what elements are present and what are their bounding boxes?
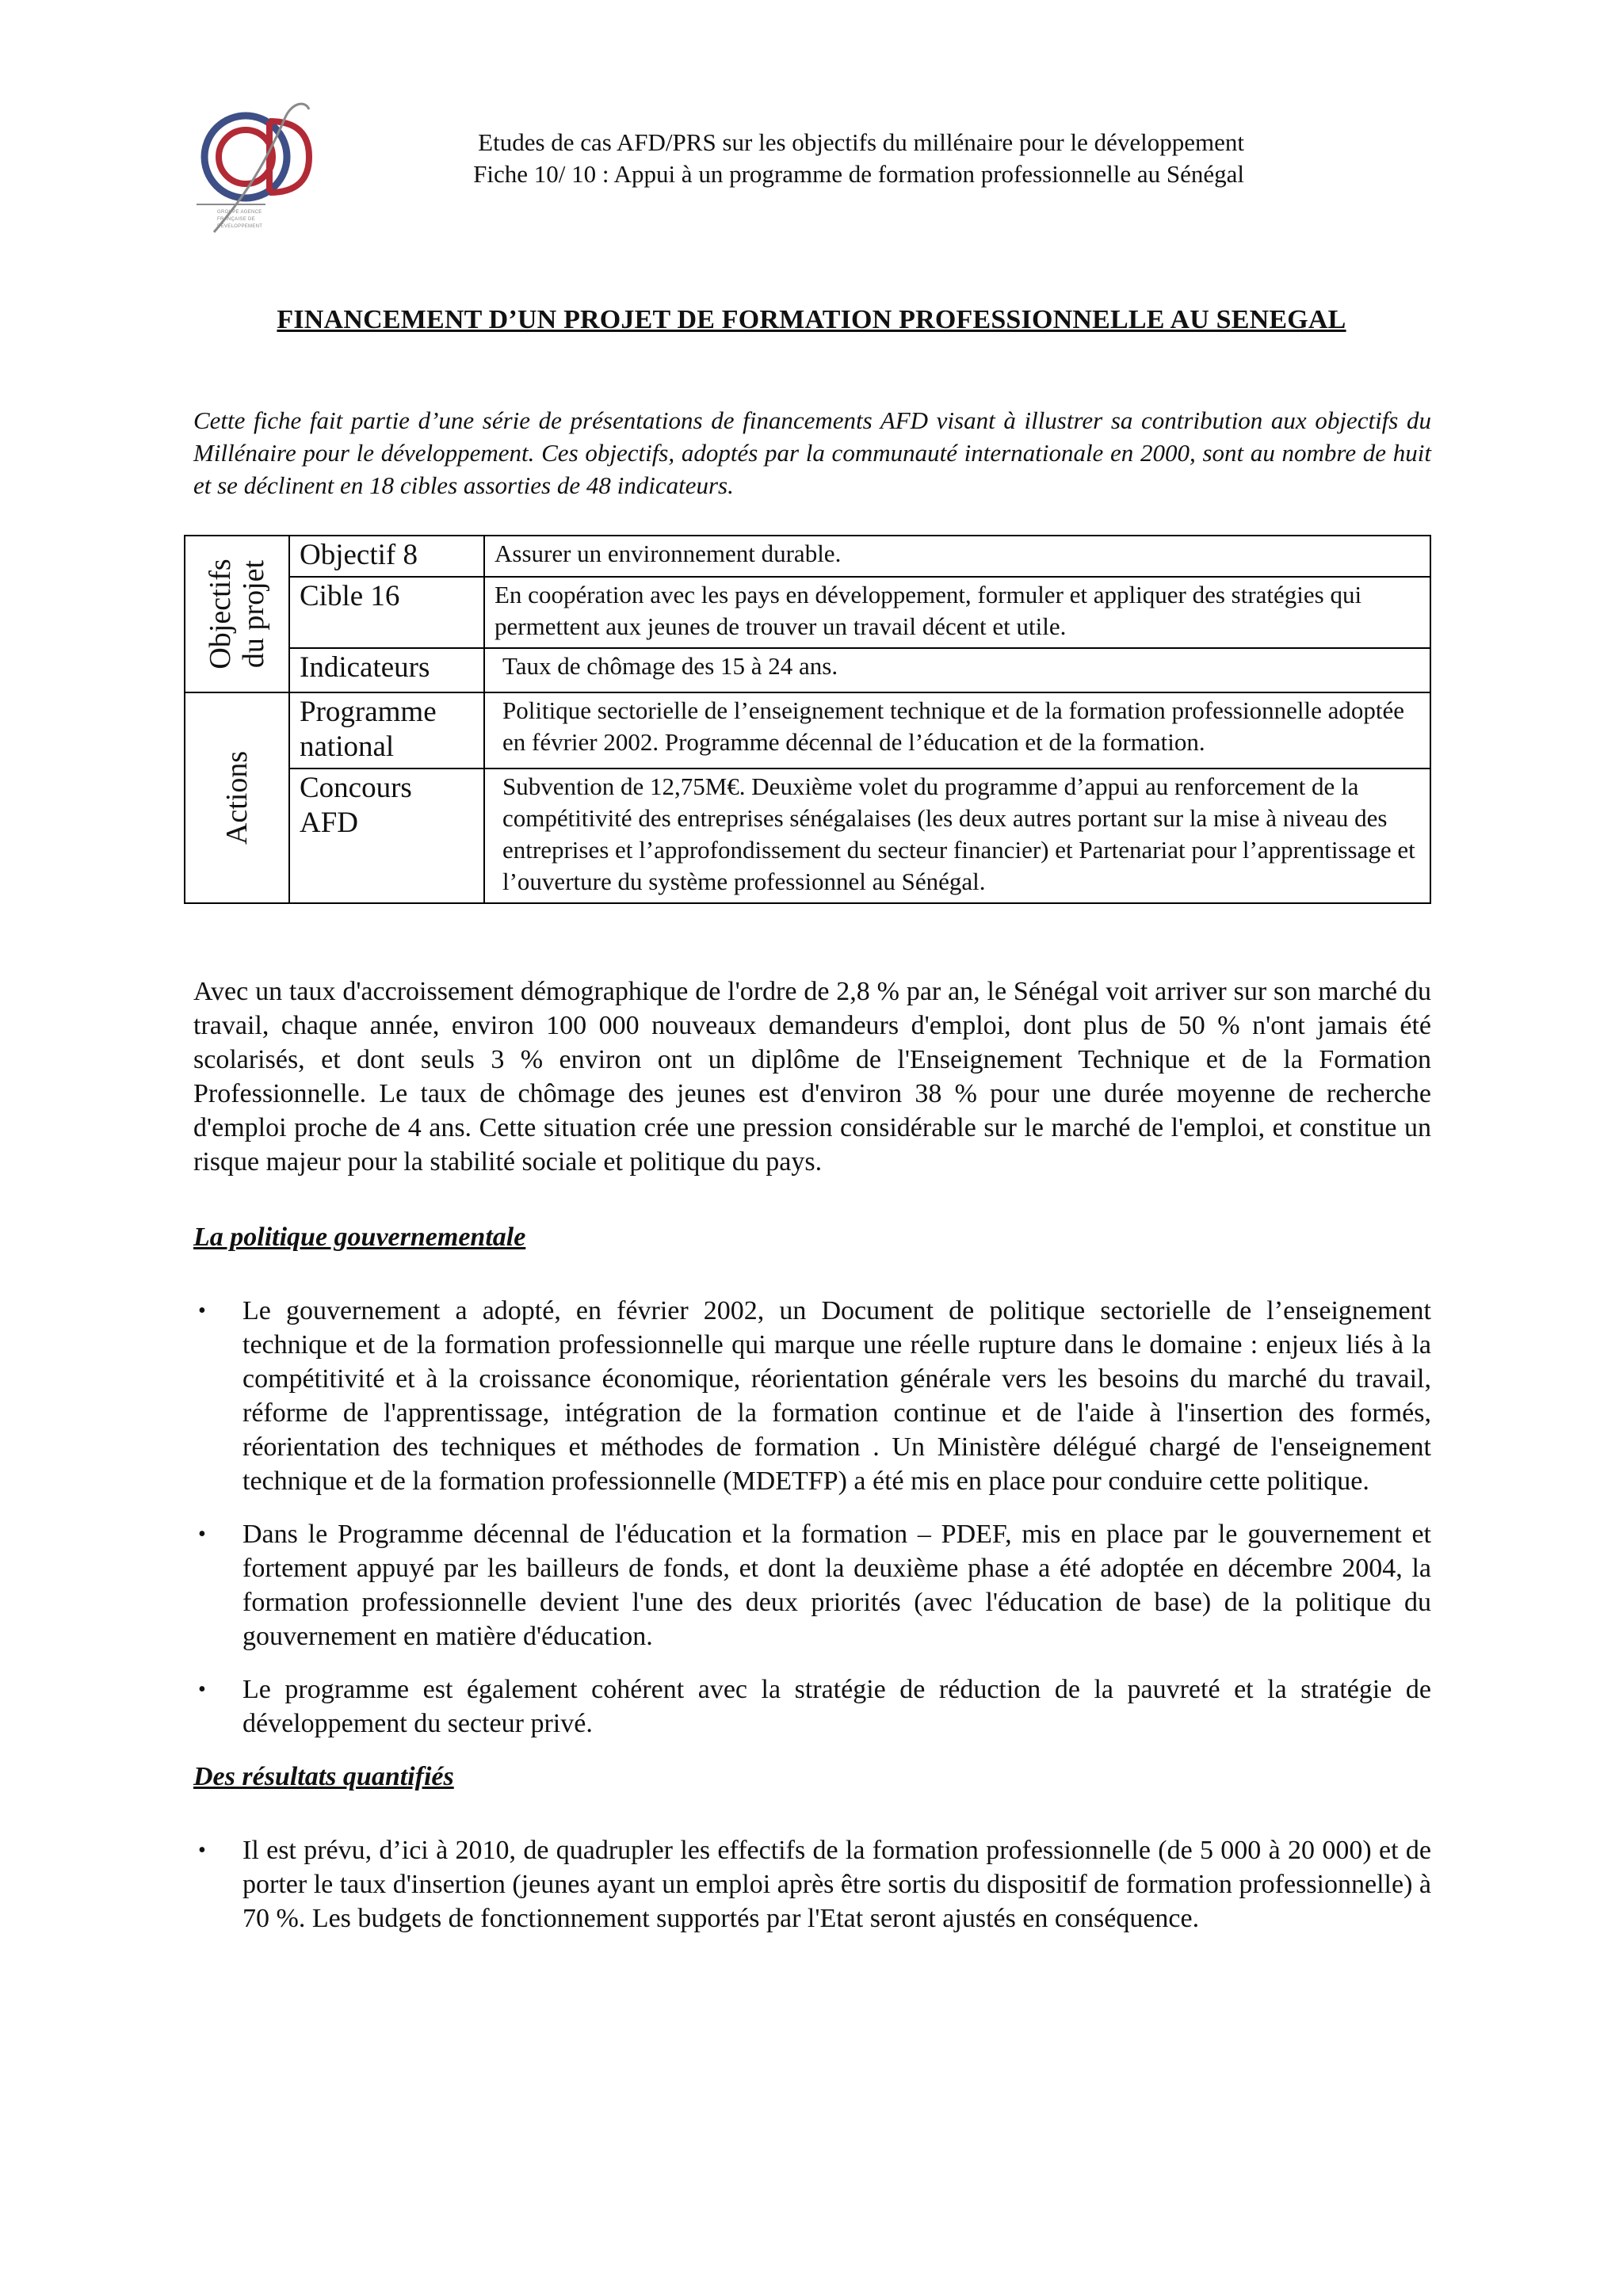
- group-label-actions: Actions: [220, 750, 254, 845]
- paragraph: Avec un taux d'accroissement démographique de l'ordre de 2,8 % par an, le Sénégal voit arriver sur son marché du travail, chaque année, environ 100 000 nouveaux demandeurs d'emploi, dont plus de 50 % n'ont jamais été scolarisés, et dont seuls 3 % environ ont un diplôme de l'Enseignement Technique et de la Formation Professionnelle. Le taux de chômage des jeunes est d'environ 38 % pour une durée moyenne de recherche d'emploi proche de 4 ans. Cette situation crée une pression considérable sur le marché de l'emploi, et constitue un risque majeur pour la stabilité sociale et politique du pays.: [193, 977, 1431, 1177]
- table-row: [185, 577, 1430, 648]
- header-line-2: Fiche 10/ 10 : Appui à un programme de formation professionnelle au Sénégal: [473, 160, 1244, 188]
- row-label: Concours AFD: [289, 769, 484, 903]
- row-text: Subvention de 12,75M€. Deuxième volet du programme d’appui au renforcement de la compétitivité des entreprises sénégalaises (les deux autres portant sur la mise à niveau des entreprises et l’approfondissement du secteur financier) et Partenariat pour l’apprentissage et l’ouverture du système professionnel au Sénégal.: [484, 769, 1430, 903]
- group-cell-actions: [185, 692, 289, 903]
- table-row: [185, 536, 1430, 577]
- bullet-list: [193, 1294, 1431, 1741]
- bullet-list: [193, 1833, 1431, 1936]
- list-item: [193, 1672, 1431, 1741]
- bullet-icon: •: [198, 1838, 206, 1863]
- list-item: [193, 1833, 1431, 1936]
- bullet-icon: •: [198, 1677, 206, 1702]
- row-text: En coopération avec les pays en développement, formuler et appliquer des stratégies qui permettent aux jeunes de trouver un travail décent et utile.: [484, 577, 1430, 648]
- afd-logo: [190, 93, 333, 244]
- row-label: Indicateurs: [289, 648, 484, 692]
- bullet-icon: •: [198, 1299, 206, 1323]
- page-title: FINANCEMENT D’UN PROJET DE FORMATION PROFESSIONNELLE AU SENEGAL: [277, 305, 1346, 334]
- bullet-icon: •: [198, 1522, 206, 1547]
- group-cell-objectives: [185, 536, 289, 692]
- list-item-text: Le gouvernement a adopté, en février 2002, un Document de politique sectorielle de l’enseignement technique et de la formation professionnelle qui marque une réelle rupture dans le domaine : enjeux liés à la compétitivité et à la croissance économique, réorientation générale vers les besoins du marché du travail, réforme de l'apprentissage, intégration de la formation continue et de l'aide à l'insertion des formés, réorientation des techniques et méthodes de formation . Un Ministère délégué chargé de l'enseignement technique et de la formation professionnelle (MDETFP) a été mis en place pour conduire cette politique.: [242, 1296, 1431, 1496]
- section-heading: La politique gouvernementale: [193, 1222, 526, 1252]
- list-item-text: Le programme est également cohérent avec la stratégie de réduction de la pauvreté et la stratégie de développement du secteur privé.: [242, 1675, 1431, 1738]
- header-line-1: Etudes de cas AFD/PRS sur les objectifs du millénaire pour le développement: [478, 128, 1244, 156]
- list-item: [193, 1517, 1431, 1653]
- body-content: [193, 974, 1431, 1955]
- page-header: [349, 127, 1244, 190]
- table-row: [185, 692, 1430, 769]
- row-label: Objectif 8: [289, 536, 484, 577]
- section-heading: Des résultats quantifiés: [193, 1762, 454, 1791]
- logo-caption: GROUPE AGENCE FRANÇAISE DE DÉVELOPPEMENT: [217, 210, 263, 229]
- intro-paragraph: Cette fiche fait partie d’une série de présentations de financements AFD visant à illustrer sa contribution aux objectifs du Millénaire pour le développement. Ces objectifs, adoptés par la communauté internationale en 2000, sont au nombre de huit et se déclinent en 18 cibles assorties de 48 indicateurs.: [193, 406, 1431, 499]
- list-item-text: Il est prévu, d’ici à 2010, de quadrupler les effectifs de la formation professionnelle (de 5 000 à 20 000) et de porter le taux d'insertion (jeunes ayant un emploi après être sortis du dispositif de formation professionnelle) à 70 %. Les budgets de fonctionnement supportés par l'Etat seront ajustés en conséquence.: [242, 1836, 1431, 1933]
- list-item-text: Dans le Programme décennal de l'éducation et la formation – PDEF, mis en place par le gouvernement et fortement appuyé par les bailleurs de fonds, et dont la deuxième phase a été adoptée en décembre 2004, la formation professionnelle devient l'une des deux priorités (avec l'éducation de base) de la politique du gouvernement en matière d'éducation.: [242, 1520, 1431, 1651]
- row-text: Politique sectorielle de l’enseignement technique et de la formation professionnelle adoptée en février 2002. Programme décennal de l’éducation et de la formation.: [484, 692, 1430, 769]
- row-text: Assurer un environnement durable.: [484, 536, 1430, 577]
- table-row: [185, 648, 1430, 692]
- table-row: [185, 769, 1430, 903]
- mdg-table: [184, 535, 1431, 904]
- group-label-objectives: Objectifs du projet: [204, 559, 270, 669]
- row-label: Cible 16: [289, 577, 484, 648]
- row-label: Programme national: [289, 692, 484, 769]
- row-text: Taux de chômage des 15 à 24 ans.: [484, 648, 1430, 692]
- list-item: [193, 1294, 1431, 1498]
